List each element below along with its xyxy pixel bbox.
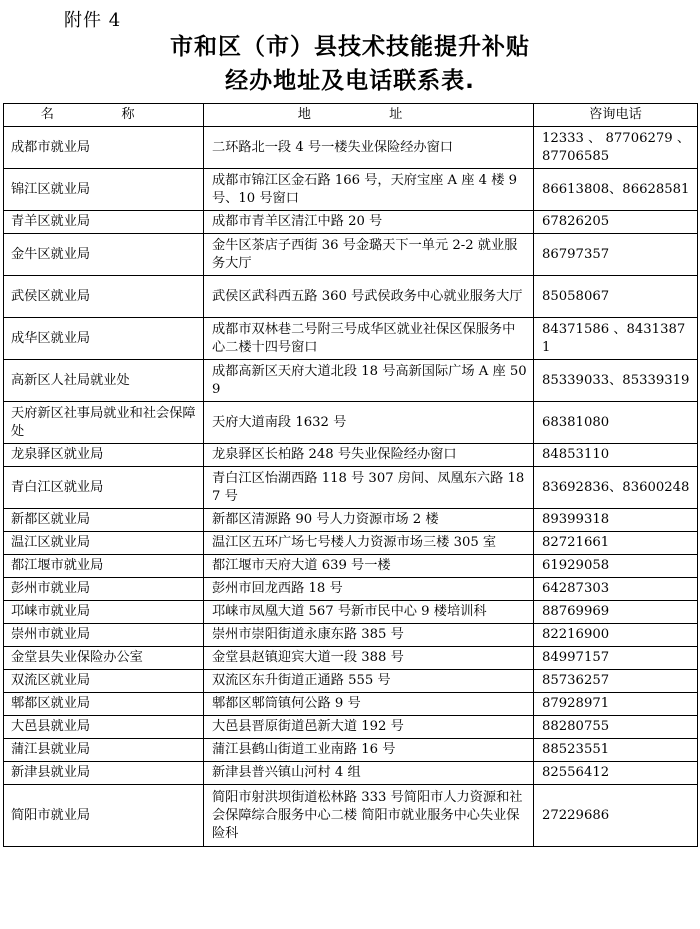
page-title-line-2: 经办地址及电话联系表. <box>225 68 475 94</box>
phone-cell: 85058067 <box>534 276 698 318</box>
table-row <box>4 444 698 467</box>
table-row <box>4 467 698 509</box>
address-cell: 都江堰市天府大道 639 号一楼 <box>204 555 534 578</box>
name-cell: 龙泉驿区就业局 <box>4 444 204 467</box>
phone-cell: 84997157 <box>534 647 698 670</box>
phone-cell: 88280755 <box>534 716 698 739</box>
phone-cell: 88769969 <box>534 601 698 624</box>
name-cell: 金堂县失业保险办公室 <box>4 647 204 670</box>
attachment-label: 附件 4 <box>64 10 122 31</box>
address-cell: 金堂县赵镇迎宾大道一段 388 号 <box>204 647 534 670</box>
address-cell: 大邑县晋原街道邑新大道 192 号 <box>204 716 534 739</box>
phone-cell: 82556412 <box>534 762 698 785</box>
name-cell: 都江堰市就业局 <box>4 555 204 578</box>
header-name: 名 称 <box>4 104 204 127</box>
name-cell: 武侯区就业局 <box>4 276 204 318</box>
table-row <box>4 211 698 234</box>
table-row <box>4 127 698 169</box>
name-cell: 崇州市就业局 <box>4 624 204 647</box>
table-row <box>4 785 698 847</box>
address-cell: 成都市青羊区清江中路 20 号 <box>204 211 534 234</box>
phone-cell: 84371586 、84313871 <box>534 318 698 360</box>
phone-cell: 87928971 <box>534 693 698 716</box>
name-cell: 大邑县就业局 <box>4 716 204 739</box>
address-cell: 青白江区怡湖西路 118 号 307 房间、凤凰东六路 187 号 <box>204 467 534 509</box>
phone-cell: 85736257 <box>534 670 698 693</box>
phone-cell: 86797357 <box>534 234 698 276</box>
name-cell: 简阳市就业局 <box>4 785 204 847</box>
header-phone: 咨询电话 <box>534 104 698 127</box>
name-cell: 青羊区就业局 <box>4 211 204 234</box>
table-row <box>4 532 698 555</box>
name-cell: 双流区就业局 <box>4 670 204 693</box>
name-cell: 彭州市就业局 <box>4 578 204 601</box>
table-row <box>4 647 698 670</box>
table-row <box>4 169 698 211</box>
address-cell: 成都市双林巷二号附三号成华区就业社保区保服务中心二楼十四号窗口 <box>204 318 534 360</box>
address-cell: 简阳市射洪坝街道松林路 333 号简阳市人力资源和社会保障综合服务中心二楼 简阳市就业服务中心失业保险科 <box>204 785 534 847</box>
name-cell: 新都区就业局 <box>4 509 204 532</box>
address-cell: 彭州市回龙西路 18 号 <box>204 578 534 601</box>
name-cell: 郫都区就业局 <box>4 693 204 716</box>
table-row <box>4 739 698 762</box>
table-row <box>4 276 698 318</box>
table-row <box>4 318 698 360</box>
name-cell: 新津县就业局 <box>4 762 204 785</box>
name-cell: 蒲江县就业局 <box>4 739 204 762</box>
address-cell: 武侯区武科西五路 360 号武侯政务中心就业服务大厅 <box>204 276 534 318</box>
name-cell: 高新区人社局就业处 <box>4 360 204 402</box>
name-cell: 邛崃市就业局 <box>4 601 204 624</box>
phone-cell: 89399318 <box>534 509 698 532</box>
address-cell: 邛崃市凤凰大道 567 号新市民中心 9 楼培训科 <box>204 601 534 624</box>
table-row <box>4 762 698 785</box>
contact-table <box>3 103 698 847</box>
phone-cell: 88523551 <box>534 739 698 762</box>
phone-cell: 82216900 <box>534 624 698 647</box>
address-cell: 金牛区茶店子西街 36 号金璐天下一单元 2-2 就业服务大厅 <box>204 234 534 276</box>
table-row <box>4 578 698 601</box>
name-cell: 锦江区就业局 <box>4 169 204 211</box>
address-cell: 成都高新区天府大道北段 18 号高新国际广场 A 座 509 <box>204 360 534 402</box>
phone-cell: 82721661 <box>534 532 698 555</box>
phone-cell: 12333 、 87706279 、 87706585 <box>534 127 698 169</box>
name-cell: 金牛区就业局 <box>4 234 204 276</box>
address-cell: 龙泉驿区长柏路 248 号失业保险经办窗口 <box>204 444 534 467</box>
table-row <box>4 402 698 444</box>
table-row <box>4 555 698 578</box>
name-cell: 成都市就业局 <box>4 127 204 169</box>
phone-cell: 86613808、86628581 <box>534 169 698 211</box>
header-address: 地 址 <box>204 104 534 127</box>
address-cell: 双流区东升街道正通路 555 号 <box>204 670 534 693</box>
name-cell: 青白江区就业局 <box>4 467 204 509</box>
phone-cell: 67826205 <box>534 211 698 234</box>
address-cell: 成都市锦江区金石路 166 号，天府宝座 A 座 4 楼 9 号、10 号窗口 <box>204 169 534 211</box>
table-row <box>4 234 698 276</box>
address-cell: 郫都区郫筒镇何公路 9 号 <box>204 693 534 716</box>
address-cell: 新都区清源路 90 号人力资源市场 2 楼 <box>204 509 534 532</box>
page-title-line-1: 市和区（市）县技术技能提升补贴 <box>170 34 530 60</box>
name-cell: 天府新区社事局就业和社会保障处 <box>4 402 204 444</box>
phone-cell: 83692836、83600248 <box>534 467 698 509</box>
address-cell: 蒲江县鹤山街道工业南路 16 号 <box>204 739 534 762</box>
phone-cell: 85339033、85339319 <box>534 360 698 402</box>
address-cell: 天府大道南段 1632 号 <box>204 402 534 444</box>
table-header-row <box>4 104 698 127</box>
table-row <box>4 693 698 716</box>
address-cell: 二环路北一段 4 号一楼失业保险经办窗口 <box>204 127 534 169</box>
name-cell: 成华区就业局 <box>4 318 204 360</box>
table-row <box>4 601 698 624</box>
phone-cell: 84853110 <box>534 444 698 467</box>
phone-cell: 64287303 <box>534 578 698 601</box>
phone-cell: 68381080 <box>534 402 698 444</box>
table-row <box>4 624 698 647</box>
name-cell: 温江区就业局 <box>4 532 204 555</box>
address-cell: 温江区五环广场七号楼人力资源市场三楼 305 室 <box>204 532 534 555</box>
table-row <box>4 716 698 739</box>
phone-cell: 61929058 <box>534 555 698 578</box>
phone-cell: 27229686 <box>534 785 698 847</box>
table-row <box>4 670 698 693</box>
table-row <box>4 509 698 532</box>
address-cell: 崇州市崇阳街道永康东路 385 号 <box>204 624 534 647</box>
table-row <box>4 360 698 402</box>
address-cell: 新津县普兴镇山河村 4 组 <box>204 762 534 785</box>
